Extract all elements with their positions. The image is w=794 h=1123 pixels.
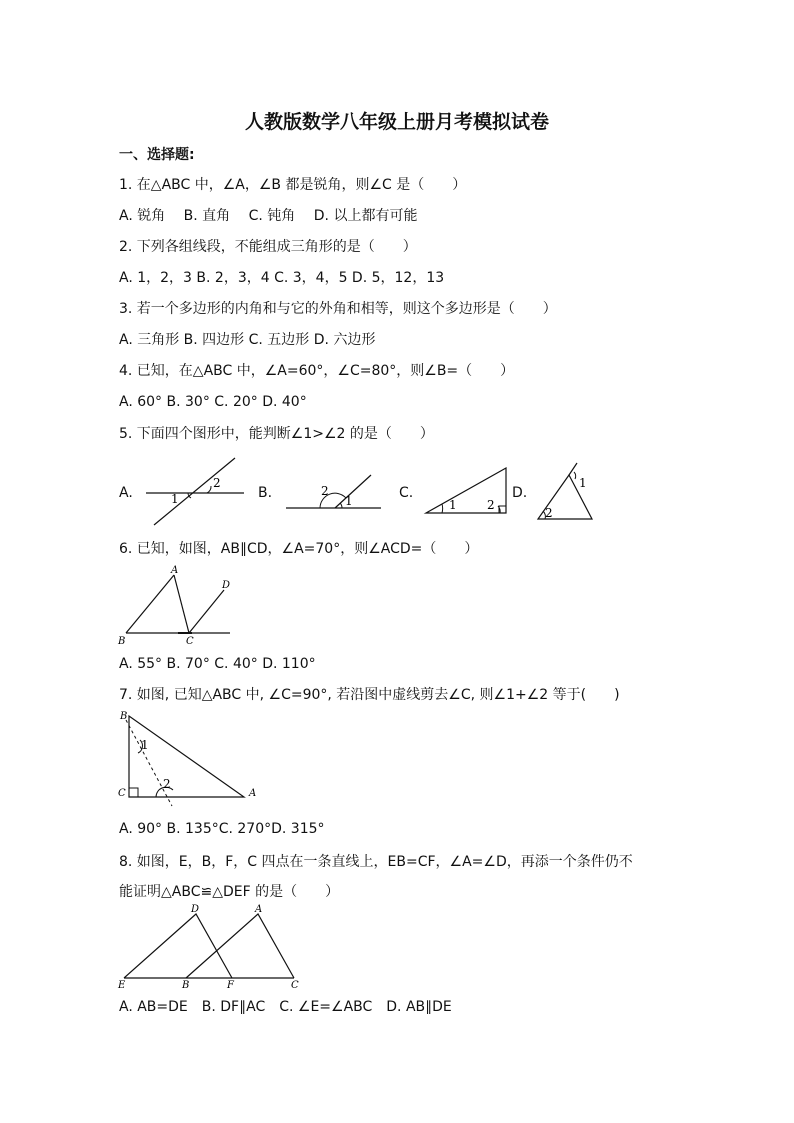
q5c-angle-2: 2 bbox=[487, 498, 495, 512]
q8-point-c: C bbox=[291, 980, 299, 991]
q5-option-a-label: A. bbox=[119, 485, 133, 501]
q6-point-a: A bbox=[171, 565, 179, 576]
q6-point-c: C bbox=[186, 636, 194, 647]
q6-options: A. 55° B. 70° C. 40° D. 110° bbox=[119, 656, 316, 672]
q8-figure bbox=[116, 904, 306, 992]
q6-point-d: D bbox=[222, 580, 231, 591]
q8-point-d: D bbox=[191, 904, 200, 915]
q8-point-b: B bbox=[182, 980, 190, 991]
q5-figure-c bbox=[422, 464, 512, 516]
q3-options: A. 三角形 B. 四边形 C. 五边形 D. 六边形 bbox=[119, 332, 376, 348]
q7-options: A. 90° B. 135°C. 270°D. 315° bbox=[119, 821, 325, 837]
q5a-angle-1: 1 bbox=[171, 492, 179, 506]
q5-option-b-label: B. bbox=[258, 485, 273, 501]
q5-figure-b bbox=[282, 470, 384, 514]
q5c-angle-1: 1 bbox=[449, 498, 457, 512]
q4-options: A. 60° B. 30° C. 20° D. 40° bbox=[119, 394, 307, 410]
q8-options: A. AB=DE B. DF∥AC C. ∠E=∠ABC D. AB∥DE bbox=[119, 999, 452, 1015]
q2-options: A. 1，2，3 B. 2，3，4 C. 3，4，5 D. 5，12，13 bbox=[119, 270, 445, 286]
page-title: 人教版数学八年级上册月考模拟试卷 bbox=[244, 111, 549, 133]
q7-stem: 7. 如图, 已知△ABC 中, ∠C=90°, 若沿图中虚线剪去∠C, 则∠1+∠2 等于( ) bbox=[119, 687, 620, 703]
q6-figure bbox=[116, 564, 232, 648]
q5d-angle-2: 2 bbox=[545, 506, 553, 520]
section-heading: 一、选择题: bbox=[119, 147, 195, 163]
q5-option-c-label: C. bbox=[399, 485, 414, 501]
q7-angle-2: 2 bbox=[163, 777, 171, 791]
q8-point-f: F bbox=[227, 980, 234, 991]
q5-stem: 5. 下面四个图形中，能判断∠1>∠2 的是（ ） bbox=[119, 426, 434, 442]
q1-stem: 1. 在△ABC 中，∠A，∠B 都是锐角，则∠C 是（ ） bbox=[119, 177, 467, 193]
q7-point-c: C bbox=[118, 788, 126, 799]
q7-figure bbox=[116, 708, 266, 808]
q4-stem: 4. 已知，在△ABC 中，∠A=60°，∠C=80°，则∠B=（ ） bbox=[119, 363, 515, 379]
q8-point-a: A bbox=[255, 904, 263, 915]
q5a-angle-2: 2 bbox=[213, 476, 221, 490]
q8-point-e: E bbox=[118, 980, 126, 991]
q7-point-b: B bbox=[120, 711, 128, 722]
q5b-angle-1: 1 bbox=[345, 494, 353, 508]
q1-options: A. 锐角 B. 直角 C. 钝角 D. 以上都有可能 bbox=[119, 208, 418, 224]
q5-figure-a bbox=[140, 452, 250, 528]
q5-figure-d bbox=[534, 461, 598, 521]
q7-point-a: A bbox=[249, 788, 257, 799]
q6-point-b: B bbox=[118, 636, 126, 647]
q8-stem-line2: 能证明△ABC≌△DEF 的是（ ） bbox=[119, 884, 340, 900]
q8-stem-line1: 8. 如图，E，B，F，C 四点在一条直线上，EB=CF，∠A=∠D，再添一个条件仍不 bbox=[119, 854, 633, 870]
q5b-angle-2: 2 bbox=[321, 484, 329, 498]
q6-stem: 6. 已知，如图，AB∥CD，∠A=70°，则∠ACD=（ ） bbox=[119, 541, 479, 557]
q7-angle-1: 1 bbox=[141, 738, 149, 752]
q2-stem: 2. 下列各组线段，不能组成三角形的是（ ） bbox=[119, 239, 417, 255]
q3-stem: 3. 若一个多边形的内角和与它的外角和相等，则这个多边形是（ ） bbox=[119, 301, 557, 317]
q5-option-d-label: D. bbox=[512, 485, 528, 501]
q5d-angle-1: 1 bbox=[579, 476, 587, 490]
